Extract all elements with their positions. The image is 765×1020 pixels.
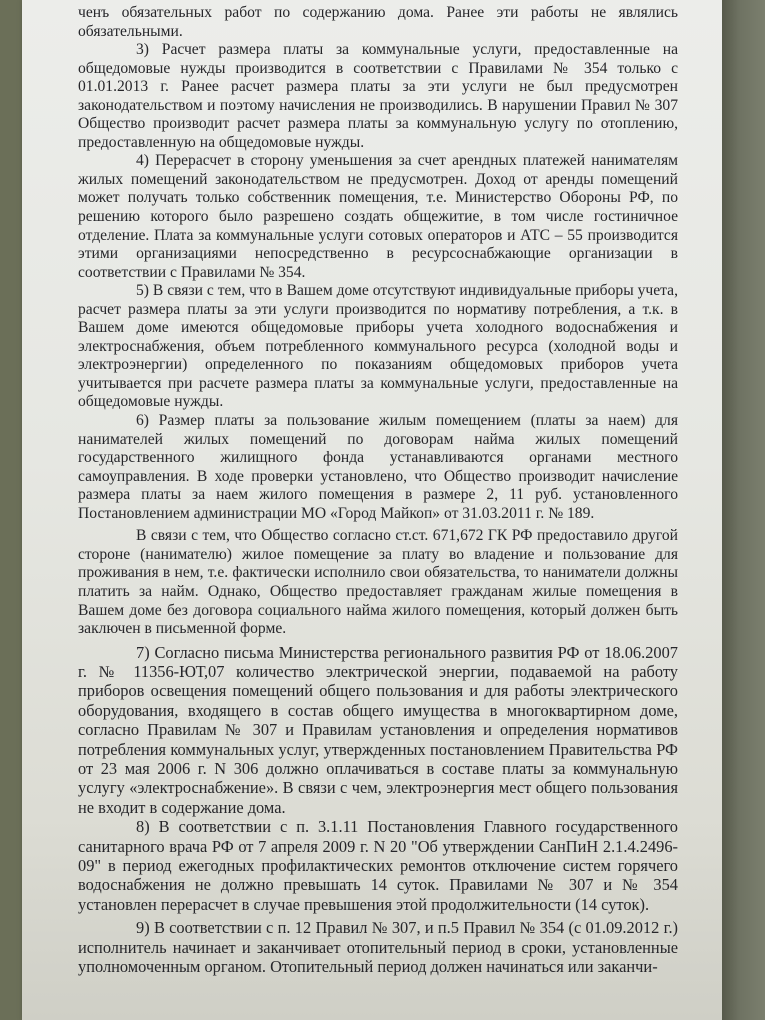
paragraph-8: 8) В соответствии с п. 3.1.11 Постановления Главного государственного санитарного врача РФ от 7 апреля 2009 г. N 20 "Об утверждении СанПиН 2.1.4.2496-09" в период ежегодных профилактических ремонтов отключение систем горячего водоснабжения не должно превышать 14 суток. Правилами № 307 и № 354 установлен перерасчет в случае превышения этой продолжительности (14 суток). [78, 817, 678, 914]
paragraph-5: 5) В связи с тем, что в Вашем доме отсутствуют индивидуальные приборы учета, расчет размера платы за эти услуги производится по нормативу потребления, а т.к. в Вашем доме имеются общедомовые приборы учета холодного водоснабжения и электроснабжения, объем потребленного коммунального ресурса (холодной воды и электроэнергии) определенного по показаниям общедомовых приборов учета учитывается при расчете размера платы за коммунальные услуги, предоставленные на общедомовые нужды. [78, 282, 678, 411]
paragraph-3: 3) Расчет размера платы за коммунальные услуги, предоставленные на общедомовые нужды производится в соответствии с Правилами № 354 только с 01.01.2013 г. Ранее расчет размера платы за эти услуги не был предусмотрен законодательством и поэтому начисления не производились. В нарушении Правил № 307 Общество производит расчет размера платы за коммунальную услугу по отоплению, предоставленную на общедомовые нужды. [78, 41, 678, 151]
paragraph-7: 7) Согласно письма Министерства регионального развития РФ от 18.06.2007 г. № 11356-ЮТ,07 количество электрической энергии, подаваемой на работу приборов освещения помещений общего пользования и для работы электрического оборудования, входящего в состав общего имущества в многоквартирном доме, согласно Правилам № 307 и Правилам установления и определения нормативов потребления коммунальных услуг, утвержденных постановлением Правительства РФ от 23 мая 2006 г. N 306 должно оплачиваться в составе платы за коммунальную услугу «электроснабжение». В связи с чем, электроэнергия мест общего пользования не входит в содержание дома. [78, 642, 678, 817]
paragraph-9: 9) В соответствии с п. 12 Правил № 307, и п.5 Правил № 354 (с 01.09.2012 г.) исполнитель начинает и заканчивает отопительный период в сроки, установленные уполномоченным органом. Отопительный период должен начинаться или заканчи- [78, 918, 678, 977]
paragraph-6: 6) Размер платы за пользование жилым помещением (платы за наем) для нанимателей жилых помещений по договорам найма жилых помещений государственного жилищного фонда устанавливаются органами местного самоуправления. В ходе проверки установлено, что Общество производит начисление размера платы за наем жилого помещения в размере 2, 11 руб. установленного Постановлением администрации МО «Город Майкоп» от 31.03.2011 г. № 189. [78, 412, 678, 522]
paragraph-4: 4) Перерасчет в сторону уменьшения за счет арендных платежей нанимателям жилых помещений законодательством не предусмотрен. Доход от аренды помещений может получать только собственник помещения, т.е. Министерство Обороны РФ, по решению которого было разрешено создать общежитие, в том числе гостиничное отделение. Плата за коммунальные услуги сотовых операторов и АТС – 55 производится этими организациями непосредственно в ресурсоснабжающие организации в соответствии с Правилами № 354. [78, 152, 678, 281]
background-surface [722, 0, 765, 1020]
paragraph-continuation: ченъ обязательных работ по содержанию дома. Ранее эти работы не являлись обязательными. [78, 4, 678, 40]
document-body [78, 4, 678, 977]
paragraph-rent: В связи с тем, что Общество согласно ст.ст. 671,672 ГК РФ предоставило другой стороне (нанимателю) жилое помещение за плату во владение и пользование для проживания в нем, т.е. фактически исполнило свои обязательства, то наниматели должны платить за найм. Однако, Общество предоставляет гражданам жилые помещения в Вашем доме без договора социального найма жилого помещения, который должен быть заключен в письменной форме. [78, 527, 678, 638]
document-page [22, 0, 722, 1020]
